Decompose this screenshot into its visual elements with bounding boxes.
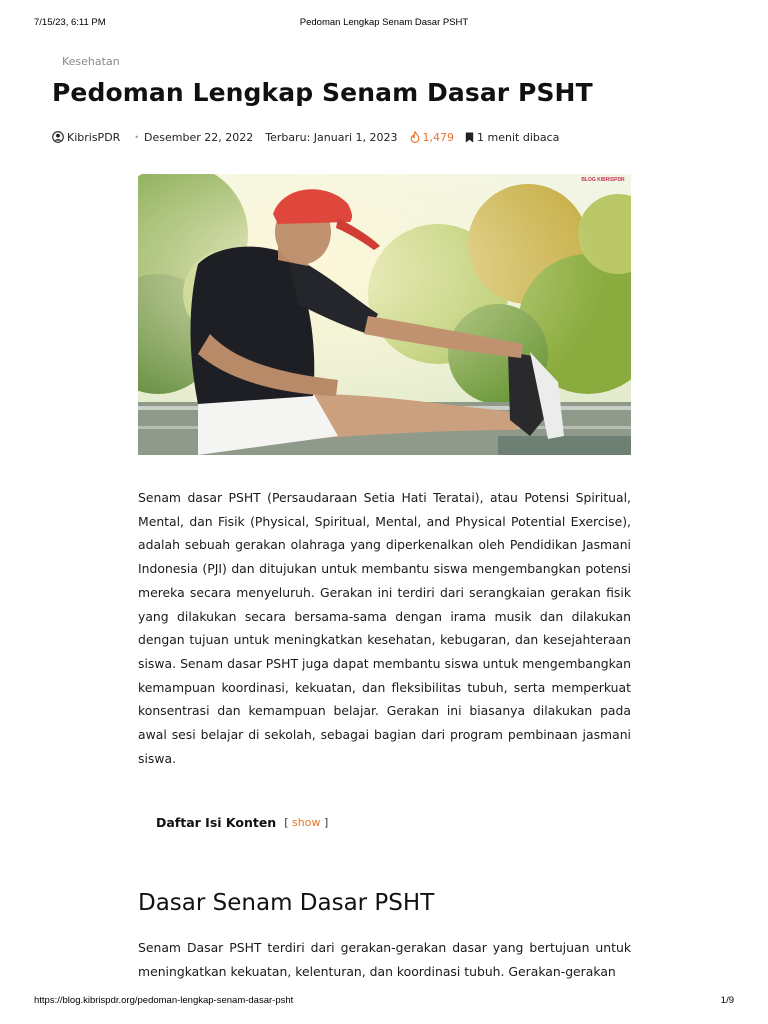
print-header: [0, 14, 768, 30]
section-paragraph: Senam Dasar PSHT terdiri dari gerakan-gerakan dasar yang bertujuan untuk meningkatkan kekuatan, kelenturan, dan koordinasi tubuh. Gerakan-gerakan: [138, 940, 631, 979]
print-url: https://blog.kibrispdr.org/pedoman-lengkap-senam-dasar-psht: [34, 995, 294, 1006]
toc-toggle: [284, 816, 328, 829]
updated-date: Terbaru: Januari 1, 2023: [265, 130, 398, 144]
print-date: 7/15/23, 6:11 PM: [34, 17, 106, 28]
table-of-contents: [156, 815, 328, 830]
read-time: [465, 131, 559, 144]
post-meta: [52, 129, 559, 145]
section-heading: Dasar Senam Dasar PSHT: [138, 890, 435, 916]
bookmark-icon: [465, 132, 474, 143]
featured-image: [138, 174, 631, 455]
print-page-number: 1/9: [720, 995, 734, 1006]
intro-paragraph: Senam dasar PSHT (Persaudaraan Setia Hati Teratai), atau Potensi Spiritual, Mental, dan Fisik (Physical, Spiritual, Mental, and Physical Potential Exercise), adalah sebuah gerakan olahraga yang diperkenalkan oleh Pendidikan Jasmani Indonesia (PJI) dan ditujukan untuk membantu siswa mengembangkan potensi mereka secara menyeluruh. Gerakan ini terdiri dari serangkaian gerakan fisik yang dilakukan secara bersama-sama dengan irama musik dan dilakukan dengan tujuan untuk meningkatkan kesehatan, kebugaran, dan kesejahteraan siswa. Senam dasar PSHT juga dapat membantu siswa untuk mengembangkan kemampuan koordinasi, kekuatan, dan fleksibilitas tubuh, serta memperkuat konsentrasi dan kemampuan belajar. Gerakan ini biasanya dilakukan pada awal sesi belajar di sekolah, sebagai bagian dari program pembinaan jasmani siswa.: [138, 490, 631, 766]
page-title: Pedoman Lengkap Senam Dasar PSHT: [52, 78, 593, 107]
fire-icon: [410, 131, 420, 143]
separator-dot: •: [134, 132, 140, 142]
author[interactable]: [52, 131, 120, 144]
view-count: [410, 131, 455, 144]
user-circle-icon: [52, 131, 64, 143]
toc-label: Daftar Isi Konten: [156, 815, 277, 830]
toc-show-link[interactable]: show: [292, 816, 321, 829]
author-name: KibrisPDR: [67, 130, 121, 144]
view-count-value: 1,479: [422, 130, 455, 144]
print-doc-title: Pedoman Lengkap Senam Dasar PSHT: [299, 17, 469, 28]
image-watermark: BLOG KIBRISPDR: [581, 177, 625, 183]
toc-bracket-close: ]: [323, 816, 329, 829]
read-time-value: 1 menit dibaca: [477, 130, 560, 144]
print-footer: [0, 992, 768, 1008]
published-date: Desember 22, 2022: [144, 130, 254, 144]
category-link[interactable]: Kesehatan: [62, 55, 120, 68]
toc-bracket-open: [: [284, 816, 289, 829]
